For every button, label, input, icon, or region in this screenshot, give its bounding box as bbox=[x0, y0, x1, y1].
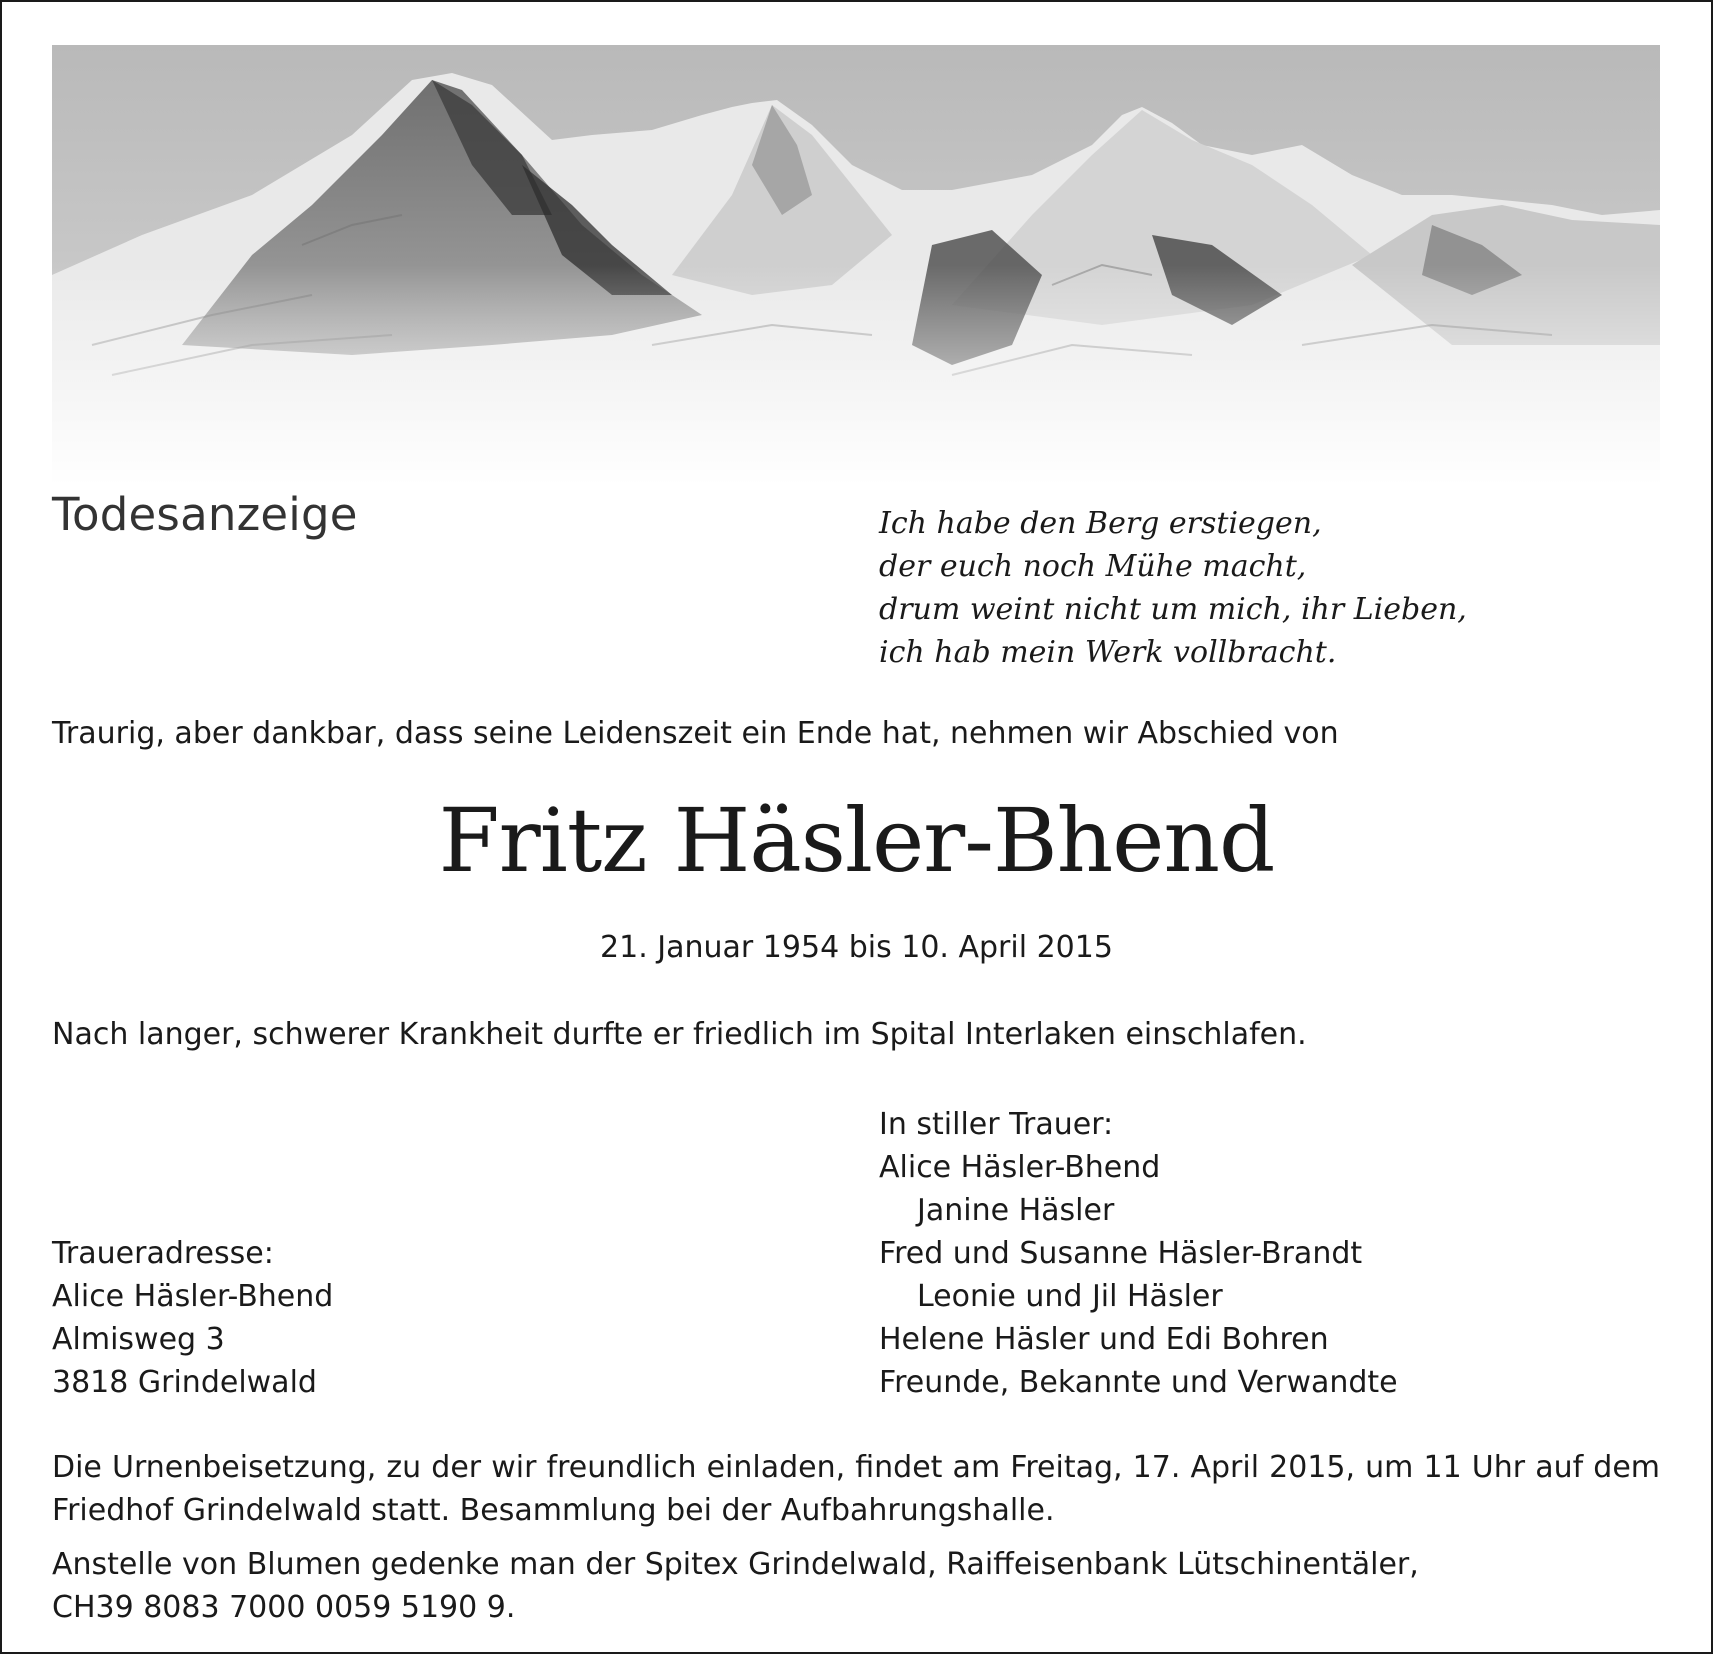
life-dates: 21. Januar 1954 bis 10. April 2015 bbox=[600, 930, 1113, 965]
poem-line: Ich habe den Berg erstiegen, bbox=[879, 506, 1322, 541]
donation-text: Anstelle von Blumen gedenke man der Spitex Grindelwald, Raiffeisenbank Lütschinentäler, bbox=[52, 1547, 1419, 1582]
mourner-line: Alice Häsler-Bhend bbox=[879, 1150, 1161, 1185]
poem-line: drum weint nicht um mich, ihr Lieben, bbox=[879, 592, 1467, 627]
address-name: Alice Häsler-Bhend bbox=[52, 1279, 334, 1314]
passing-remark: Nach langer, schwerer Krankheit durfte er friedlich im Spital Interlaken einschlafen. bbox=[52, 1017, 1307, 1052]
donation-account: CH39 8083 7000 0059 5190 9. bbox=[52, 1590, 516, 1625]
poem-verse bbox=[879, 502, 1467, 674]
address-city: 3818 Grindelwald bbox=[52, 1365, 317, 1400]
mourners-header: In stiller Trauer: bbox=[879, 1107, 1114, 1142]
mourners-list bbox=[879, 1103, 1398, 1404]
mourner-line: Helene Häsler und Edi Bohren bbox=[879, 1322, 1329, 1357]
address-label: Traueradresse: bbox=[52, 1236, 274, 1271]
poem-line: ich hab mein Werk vollbracht. bbox=[879, 635, 1337, 670]
mourner-line: Freunde, Bekannte und Verwandte bbox=[879, 1365, 1398, 1400]
donation-notice bbox=[52, 1543, 1452, 1629]
mourning-address bbox=[52, 1232, 333, 1404]
mountain-panorama-image bbox=[52, 45, 1660, 485]
mourner-line: Fred und Susanne Häsler-Brandt bbox=[879, 1236, 1363, 1271]
funeral-details: Die Urnenbeisetzung, zu der wir freundlich einladen, findet am Freitag, 17. April 2015, um 11 Uhr auf dem Friedhof Grindelwald statt. Besammlung bei der Aufbahrungshalle. bbox=[52, 1450, 1660, 1528]
notice-heading: Todesanzeige bbox=[52, 488, 358, 541]
intro-text: Traurig, aber dankbar, dass seine Leidenszeit ein Ende hat, nehmen wir Abschied von bbox=[52, 716, 1339, 751]
mourner-line: Leonie und Jil Häsler bbox=[917, 1279, 1223, 1314]
poem-line: der euch noch Mühe macht, bbox=[879, 549, 1307, 584]
address-street: Almisweg 3 bbox=[52, 1322, 225, 1357]
deceased-name: Fritz Häsler-Bhend bbox=[438, 789, 1275, 892]
mourner-line: Janine Häsler bbox=[917, 1193, 1115, 1228]
mountain-panorama-drawing bbox=[52, 45, 1660, 485]
